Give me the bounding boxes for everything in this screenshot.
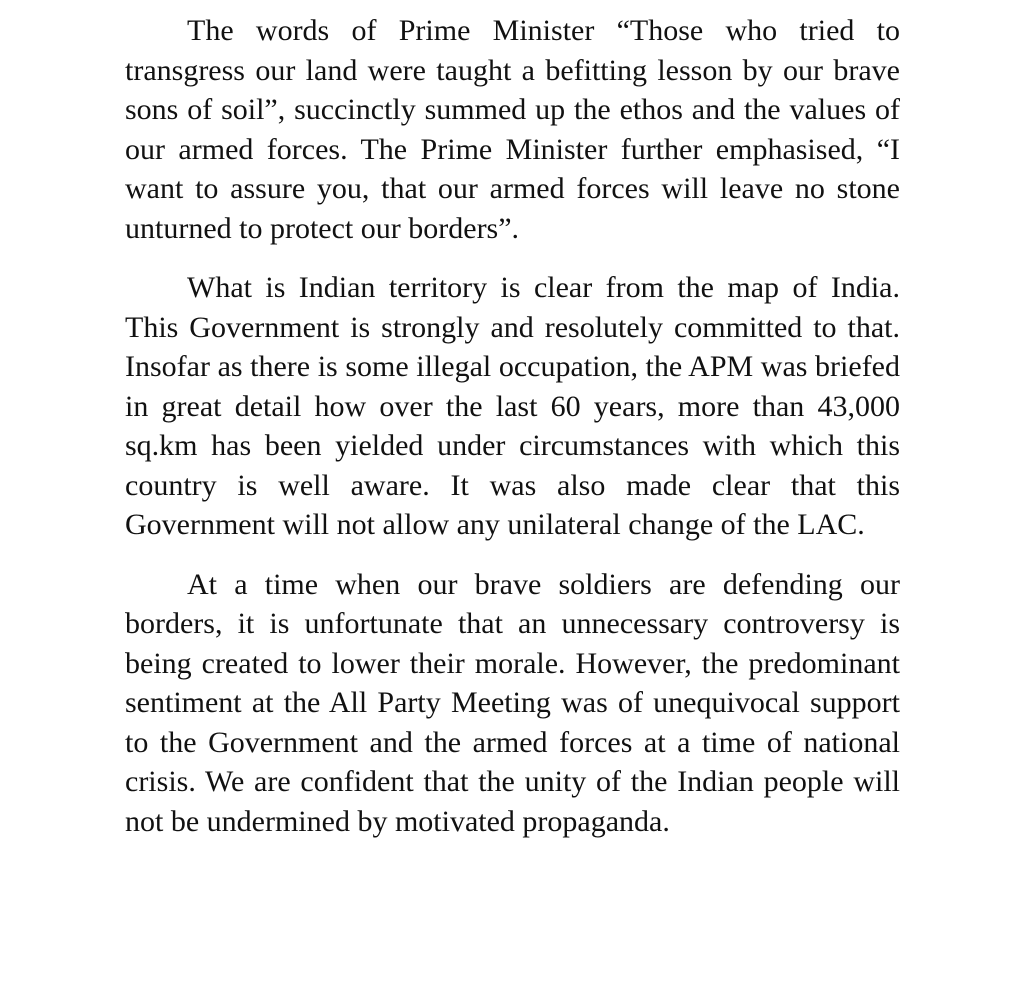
paragraph-indian-territory: What is Indian territory is clear from the map of India. This Government is strongly and resolutely committed to that. Insofar as there is some illegal occupation, the APM was briefed in great detail how over the last 60 years, more than 43,000 sq.km has been yielded under circumstances with which this country is well aware. It was also made clear that this Government will not allow any unilateral change of the LAC. bbox=[125, 271, 900, 541]
document-page bbox=[125, 11, 900, 841]
paragraph-all-party-meeting: At a time when our brave soldiers are defending our borders, it is unfortunate that an unnecessary controversy is being created to lower their morale. However, the predominant sentiment at the All Party Meeting was of unequivocal support to the Government and the armed forces at a time of national crisis. We are confident that the unity of the Indian people will not be undermined by motivated propaganda. bbox=[125, 567, 900, 838]
paragraph-prime-minister-quote: The words of Prime Minister “Those who tried to transgress our land were taught a befitting lesson by our brave sons of soil”, succinctly summed up the ethos and the values of our armed forces. The Prime Minister further emphasised, “I want to assure you, that our armed forces will leave no stone unturned to protect our borders”. bbox=[125, 14, 900, 245]
